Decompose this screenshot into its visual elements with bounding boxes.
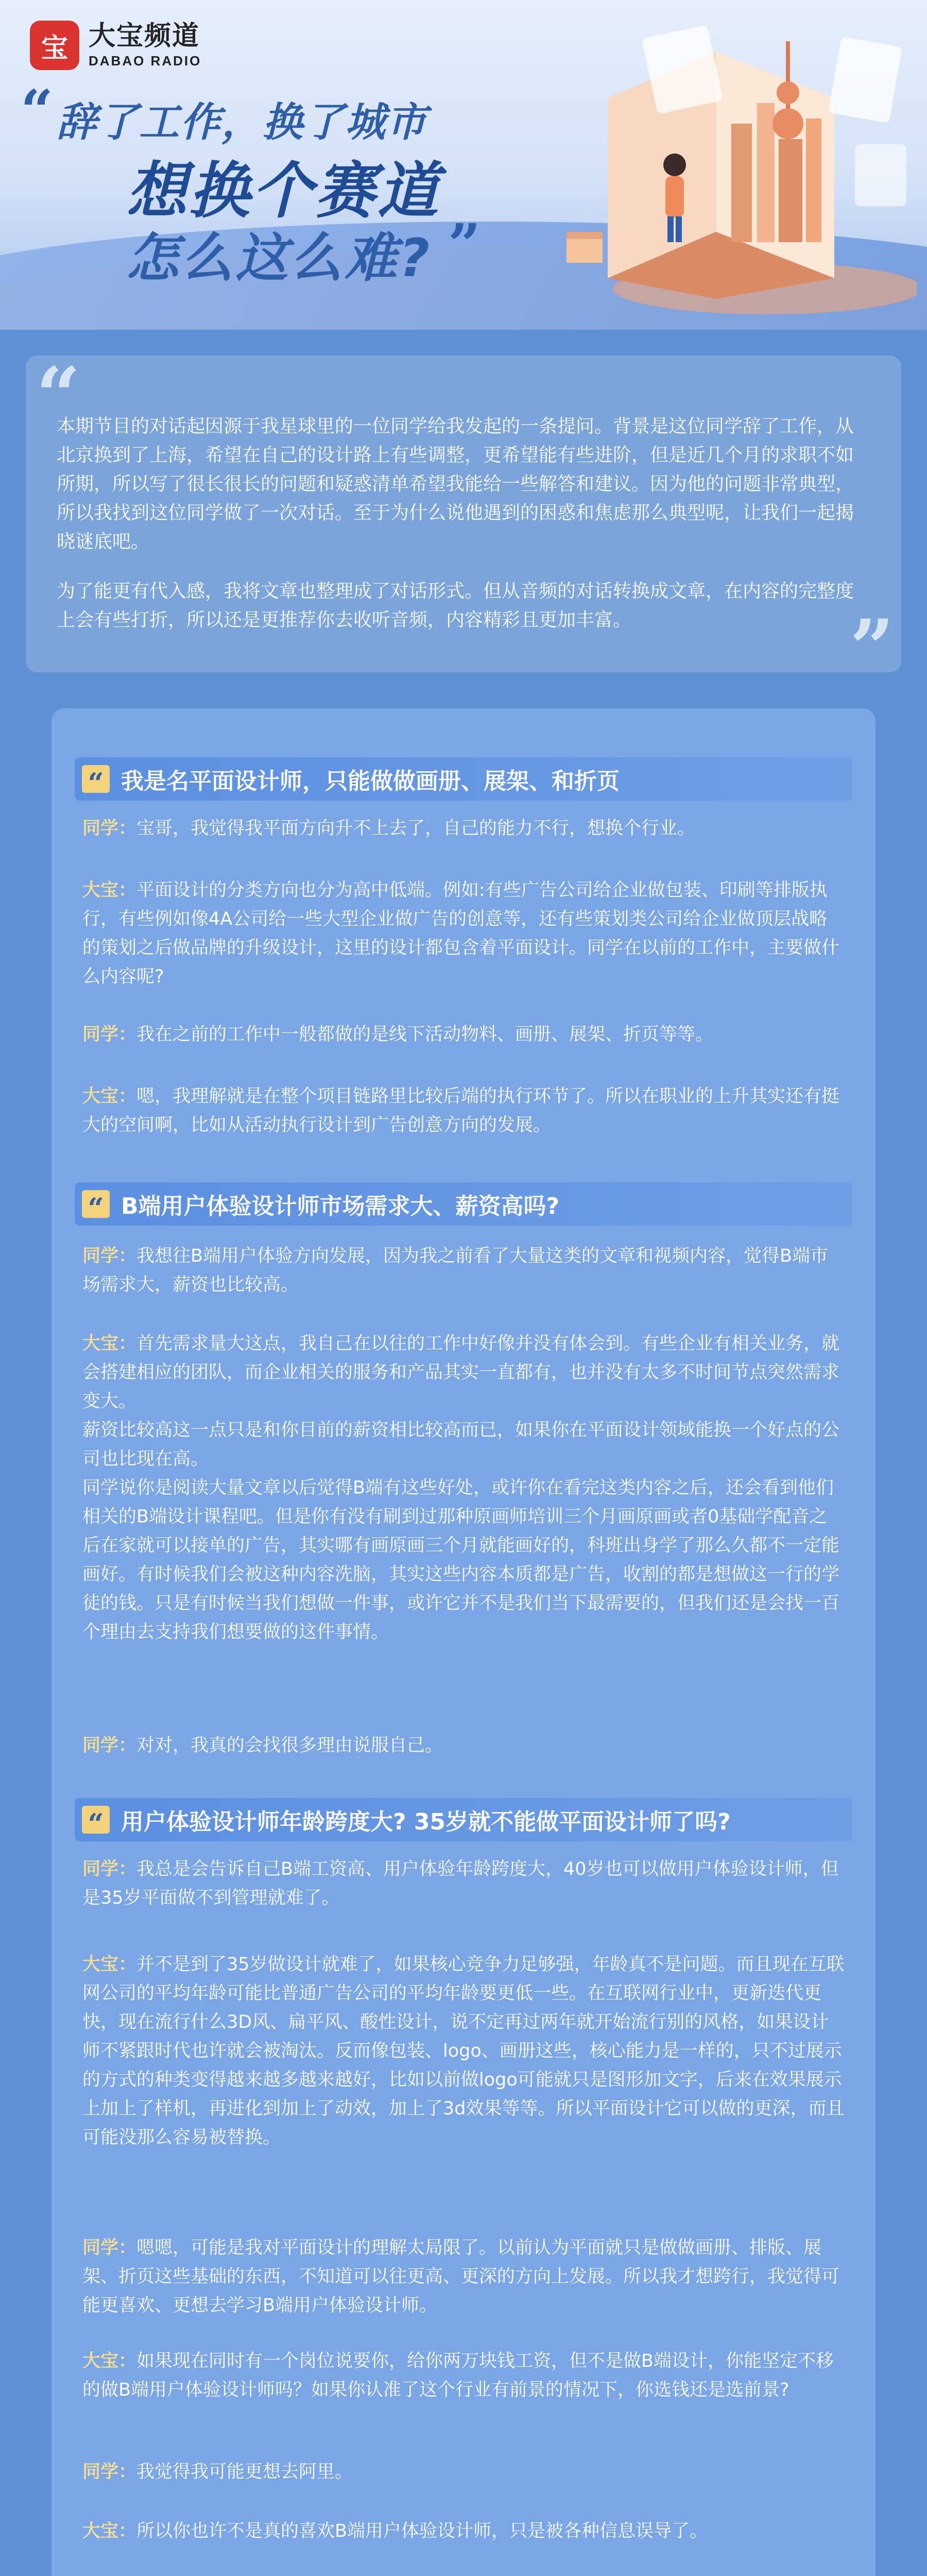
dialogue-text: 如果现在同时有一个岗位说要你，给你两万块钱工资，但不是做B端设计，你能坚定不移的做B端用户体验设计师吗？如果你认准了这个行业有前景的情况下，你选钱还是选前景? [82,2351,834,2400]
section-title: 我是名平面设计师，只能做做画册、展架、和折页 [121,768,620,794]
intro-text [57,412,870,655]
intro-card [26,350,901,693]
speaker-label: 同学： [82,1735,137,1756]
dialogue-text: 我觉得我可能更想去阿里。 [136,2462,353,2482]
dialogue-item [82,876,845,991]
speaker-label: 大宝： [82,2351,137,2371]
dialogue-item [82,1020,845,1049]
dialogue-text: 我在之前的工作中一般都做的是线下活动物料、画册、展架、折页等等。 [136,1024,714,1045]
dialogue-text: 我总是会告诉自己B端工资高、用户体验年龄跨度大，40岁也可以做用户体验设计师，但是35岁平面做不到管理就难了。 [82,1859,839,1908]
hero-banner [0,0,927,330]
section-header-1 [75,757,852,801]
speaker-label: 同学： [82,818,137,839]
hero-title-line1: 辞了工作，换了城市 [57,99,428,146]
speaker-label: 大宝： [82,880,137,901]
brand-logo-icon: 宝 [30,21,79,70]
speaker-label: 大宝： [82,1086,137,1107]
speaker-label: 大宝： [82,2521,137,2541]
speaker-label: 同学： [82,1859,137,1879]
speaker-label: 同学： [82,2462,137,2482]
quote-icon: “ [82,1806,110,1834]
intro-paragraph-2: 为了能更有代入感，我将文章也整理成了对话形式。但从音频的对话转换成文章，在内容的完整度上会有些打折，所以还是更推荐你去收听音频，内容精彩且更加丰富。 [57,581,854,631]
dialogue-text: 宝哥，我觉得我平面方向升不上去了，自己的能力不行，想换个行业。 [136,818,696,839]
dialogue-item [82,1082,845,1140]
quote-icon: “ [82,765,110,793]
dialogue-text: 并不是到了35岁做设计就难了，如果核心竞争力足够强，年龄真不是问题。而且现在互联网公司的平均年龄可能比普通广告公司的平均年龄要更低一些。在互联网行业中，更新迭代更快，现在流行什么3D风、扁平风、酸性设计，说不定再过两年就开始流行别的风格，如果设计师不紧跟时代也许就会被淘汰。反而像包装、logo、画册这些，核心能力是一样的，只不过展示的方式的种类变得越来越多越来越好，比如以前做logo可能就只是图形加文字，后来在效果展示上加上了样机，再进化到加上了动效，加上了3d效果等等。所以平面设计它可以做的更深，而且可能没那么容易被替换。 [82,1954,845,2148]
close-quote-icon: ” [448,211,481,278]
open-quote-icon: “ [21,77,54,144]
dialogue-text: 我想往B端用户体验方向发展，因为我之前看了大量这类的文章和视频内容，觉得B端市场需求大，薪资也比较高。 [82,1246,829,1295]
speaker-label: 同学： [82,1024,137,1045]
dialogue-item [82,1329,845,1647]
dialogue-item [82,2458,845,2486]
dialogue-text: 首先需求量大这点，我自己在以往的工作中好像并没有体会到。有些企业有相关业务，就会搭建相应的团队，而企业相关的服务和产品其实一直都有，也并没有太多不时间节点突然需求变大。 薪资比较高这一点只是和你目前的薪资相比较高而已，如果你在平面设计领域能换一个好点的公司也比现在高。 同学说你是阅读大量文章以后觉得B端有这些好处，或许你在看完这类内容之后，还会看到他们相关的B端设计课程吧。但是你有没有刷到过那种原画师培训三个月画原画或者0基础学配音之后在家就可以接单的广告，其实哪有画原画三个月就能画好的，科班出身学了那么久都不一定能画好。有时候我们会被这种内容洗脑，其实这些内容本质都是广告，收割的都是想做这一行的学徒的钱。只是有时候当我们想做一件事，或许它并不是我们当下最需要的，但我们还是会找一百个理由去支持我们想要做的这件事情。 [82,1333,840,1642]
section-title: B端用户体验设计师市场需求大、薪资高吗? [121,1193,560,1219]
speaker-label: 大宝： [82,1333,137,1354]
dialogue-text: 对对，我真的会找很多理由说服自己。 [136,1735,443,1756]
dialogue-text: 嗯，我理解就是在整个项目链路里比较后端的执行环节了。所以在职业的上升其实还有挺大的空间啊，比如从活动执行设计到广告创意方向的发展。 [82,1086,840,1136]
dialogue-item [82,1731,845,1760]
intro-open-quote-icon: “ [36,350,81,441]
dialogue-item [82,1855,845,1912]
section-title: 用户体验设计师年龄跨度大? 35岁就不能做平面设计师了吗? [121,1809,731,1835]
dialogue-panel [52,708,876,2576]
intro-paragraph-1: 本期节目的对话起因源于我星球里的一位同学给我发起的一条提问。背景是这位同学辞了工作，从北京换到了上海，希望在自己的设计路上有些调整，更希望能有些进阶，但是近几个月的求职不如所期，所以写了很长很长的问题和疑惑清单希望我能给一些解答和建议。因为他的问题非常典型，所以我找到这位同学做了一次对话。至于为什么说他遇到的困惑和焦虑那么典型呢，让我们一起揭晓谜底吧。 [57,416,854,552]
section-header-2 [75,1182,852,1226]
book-city-illustration-icon [546,10,917,319]
speaker-label: 同学： [82,1246,137,1266]
dialogue-item [82,2347,845,2404]
dialogue-item [82,1242,845,1299]
dialogue-text: 平面设计的分类方向也分为高中低端。例如:有些广告公司给企业做包装、印刷等排版执行，有些例如像4A公司给一些大型企业做广告的创意等，还有些策划类公司给企业做顶层战略的策划之后做品牌的升级设计，这里的设计都包含着平面设计。同学在以前的工作中，主要做什么内容呢? [82,880,840,987]
dialogue-text: 所以你也许不是真的喜欢B端用户体验设计师，只是被各种信息误导了。 [136,2521,708,2541]
hero-title-line3: 怎么这么难? [126,228,432,289]
quote-icon: “ [82,1190,110,1218]
intro-close-quote-icon: ” [850,603,895,693]
brand-logo [30,21,201,70]
hero-title-line2: 想换个赛道 [126,155,441,226]
dialogue-item [82,1950,845,2152]
dialogue-item [82,2517,845,2546]
dialogue-text: 嗯嗯，可能是我对平面设计的理解太局限了。以前认为平面就只是做做画册、排版、展架、折页这些基础的东西，不知道可以往更高、更深的方向上发展。所以我才想跨行，我觉得可能更喜欢、更想去学习B端用户体验设计师。 [82,2238,840,2316]
dialogue-item [82,814,845,843]
speaker-label: 大宝： [82,1954,137,1975]
speaker-label: 同学： [82,2238,137,2258]
dialogue-item [82,2233,845,2320]
brand-name-en: DABAO RADIO [89,53,202,69]
brand-name-cn: 大宝频道 [89,20,200,52]
section-header-3 [75,1798,852,1841]
